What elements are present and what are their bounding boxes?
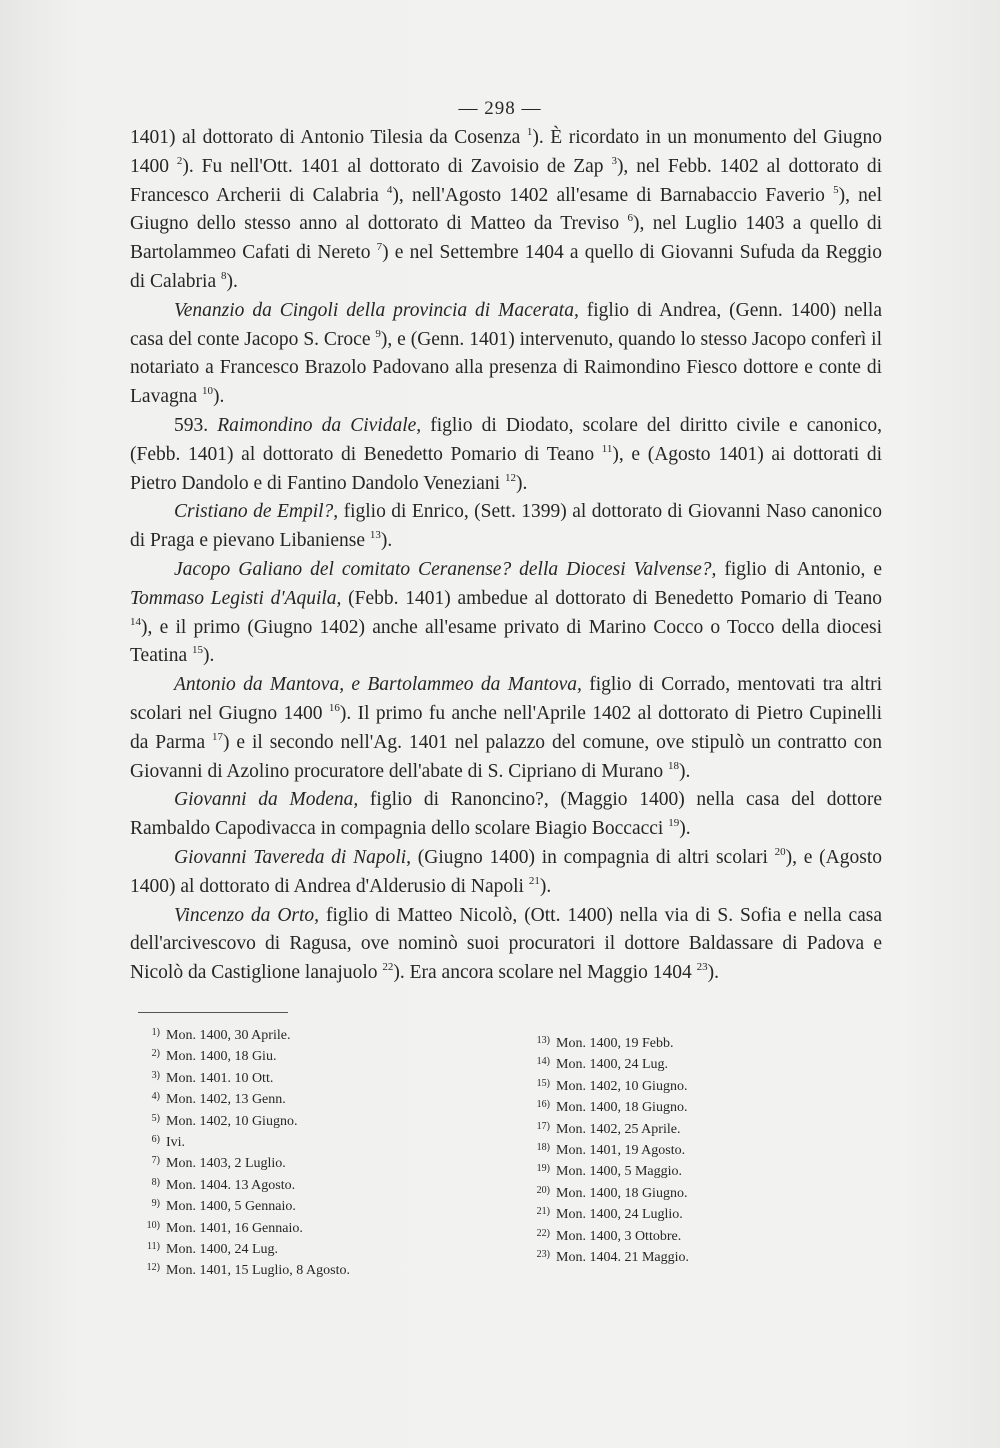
text-run: ). xyxy=(226,270,238,292)
footnote-number: 7) xyxy=(151,1155,160,1167)
paragraph xyxy=(130,844,882,902)
footnote xyxy=(138,1088,458,1109)
footnote-number: 1) xyxy=(151,1027,160,1038)
footnote-ref: 10 xyxy=(202,385,214,398)
footnote-ref: 6 xyxy=(627,212,634,225)
footnote-ref: 23 xyxy=(696,961,708,974)
text-run: ). xyxy=(380,530,393,552)
text-run: ). xyxy=(679,760,691,782)
paragraph xyxy=(130,124,882,297)
text-run: 1401) al dottorato di Antonio Tilesia da Cosenza xyxy=(130,127,527,148)
footnote-number: 11) xyxy=(147,1241,160,1253)
italic-name: Giovanni Tavereda di Napoli, xyxy=(174,846,412,868)
text-run: ). xyxy=(202,645,215,667)
footnote-text: Mon. 1402, 13 Genn. xyxy=(166,1092,286,1108)
footnote-number: 4) xyxy=(151,1091,160,1103)
text-run: ) e il secondo nell'Ag. 1401 nel palazzo del comune, ove stipulò un contratto con Giovanni di Azolino procuratore dell'abate di S. Cipriano di Murano xyxy=(130,731,882,782)
text-run: ). xyxy=(539,875,552,897)
text-run: 593. xyxy=(174,414,218,436)
text-run: figlio di Andrea, (Genn. 1400) nella casa del conte Jacopo S. Croce xyxy=(130,299,882,350)
text-run: figlio di Enrico, (Sett. 1399) al dottorato di Giovanni Naso canonico di Praga e pievano Libaniense xyxy=(130,501,883,552)
text-run: figlio di Antonio, e xyxy=(716,558,882,580)
footnote-text: Mon. 1400, 18 Giugno. xyxy=(556,1185,688,1201)
footnote-number: 22) xyxy=(536,1227,550,1239)
footnote xyxy=(528,1096,848,1117)
text-run: ). Il primo fu anche nell'Aprile 1402 al dottorato di Pietro Cupinelli da Parma xyxy=(130,702,882,753)
footnote-text: Mon. 1401, 15 Luglio, 8 Agosto. xyxy=(166,1263,350,1279)
footnote xyxy=(528,1032,848,1053)
footnote-text: Mon. 1402, 25 Aprile. xyxy=(556,1121,681,1137)
footnote-number: 10) xyxy=(146,1219,160,1231)
paragraph xyxy=(130,786,882,844)
footnote-number: 8) xyxy=(151,1176,160,1188)
footnote-number: 19) xyxy=(536,1163,550,1175)
footnote xyxy=(138,1045,458,1066)
text-run: ), e (Genn. 1401) intervenuto, quando lo stesso Jacopo conferì il notariato a Francesco Brazolo Padovano alla presenza di Raimondino Fiesco dottore e conte di Lavagna xyxy=(130,328,882,408)
footnote-text: Mon. 1400, 24 Lug. xyxy=(166,1242,278,1258)
page-number: — 298 — xyxy=(458,98,542,119)
italic-name: Cristiano de Empil?, xyxy=(174,501,339,523)
text-run: ), nell'Agosto 1402 all'esame di Barnabaccio Faverio xyxy=(392,184,834,206)
text-run: ). xyxy=(679,818,691,840)
footnote xyxy=(528,1182,848,1203)
footnote-number: 17) xyxy=(536,1120,550,1132)
text-run: ). Era ancora scolare nel Maggio 1404 xyxy=(393,962,697,984)
footnote-ref: 7 xyxy=(376,241,383,254)
footnote-ref: 20 xyxy=(774,845,786,858)
footnote xyxy=(528,1225,848,1246)
footnote-divider xyxy=(138,1012,288,1013)
footnote-ref: 17 xyxy=(212,730,224,743)
footnote-text: Mon. 1401, 19 Agosto. xyxy=(556,1143,686,1159)
footnote-number: 16) xyxy=(536,1099,550,1111)
footnote-text: Mon. 1400, 19 Febb. xyxy=(556,1036,674,1051)
footnote-text: Mon. 1404. 21 Maggio. xyxy=(556,1250,689,1266)
footnote-ref: 9 xyxy=(375,327,381,340)
footnote xyxy=(138,1217,458,1238)
footnote-number: 15) xyxy=(536,1077,550,1089)
footnote-number: 2) xyxy=(151,1048,160,1060)
footnote xyxy=(138,1152,458,1173)
footnote-ref: 3 xyxy=(611,154,617,167)
paragraph xyxy=(130,498,882,556)
text-run: figlio di Matteo Nicolò, (Ott. 1400) nella via di S. Sofia e nella casa dell'arcivescovo di Ragusa, ove nominò suoi procuratori il dottore Baldassare di Padova e Nicolò da Castiglione lanajuolo xyxy=(130,904,882,984)
footnote xyxy=(528,1139,848,1160)
footnote-text: Mon. 1400, 24 Luglio. xyxy=(556,1207,683,1223)
text-run: ). È ricordato in un monumento del Giugno 1400 xyxy=(130,127,883,177)
paragraph xyxy=(130,297,882,412)
footnote xyxy=(138,1195,458,1216)
footnote-text: Mon. 1402, 10 Giugno. xyxy=(166,1113,298,1129)
footnote-number: 3) xyxy=(151,1069,160,1081)
footnote-ref: 14 xyxy=(130,615,141,628)
footnote-ref: 19 xyxy=(668,817,680,830)
footnote xyxy=(138,1024,458,1045)
footnote-text: Mon. 1400, 18 Giu. xyxy=(166,1049,277,1065)
footnote-text: Mon. 1401, 16 Gennaio. xyxy=(166,1220,303,1236)
footnote-ref: 12 xyxy=(504,471,516,484)
body-text xyxy=(130,124,882,988)
footnote-ref: 13 xyxy=(369,529,381,542)
footnote-text: Mon. 1400, 5 Maggio. xyxy=(556,1164,682,1180)
footnote xyxy=(528,1053,848,1074)
italic-name: Raimondino da Cividale, xyxy=(217,414,422,436)
italic-name: Jacopo Galiano del comitato Ceranense? della Diocesi Valvense?, xyxy=(174,558,717,580)
footnote-number: 12) xyxy=(146,1262,160,1274)
footnote-number: 13) xyxy=(536,1035,550,1046)
paragraph xyxy=(130,556,882,671)
footnote-text: Mon. 1400, 3 Ottobre. xyxy=(556,1228,682,1244)
footnote-number: 20) xyxy=(536,1184,550,1196)
footnote-number: 5) xyxy=(151,1112,160,1124)
footnote-number: 14) xyxy=(536,1056,550,1068)
footnote-text: Mon. 1400, 18 Giugno. xyxy=(556,1100,688,1116)
text-run: figlio di Diodato, scolare del diritto civile e canonico, (Febb. 1401) al dottorato di Benedetto Pomario di Teano xyxy=(130,414,882,465)
footnote-ref: 21 xyxy=(528,874,540,887)
footnote-text: Mon. 1404. 13 Agosto. xyxy=(166,1177,296,1193)
paragraph xyxy=(130,902,882,988)
text-run: ), nel Giugno dello stesso anno al dottorato di Matteo da Treviso xyxy=(130,184,882,235)
footnote xyxy=(138,1067,458,1088)
footnote xyxy=(528,1160,848,1181)
text-run: ), e il primo (Giugno 1402) anche all'esame privato di Marino Cocco o Tocco della diocesi Teatina xyxy=(130,616,882,667)
footnote-ref: 2 xyxy=(176,154,183,167)
footnote-text: Mon. 1400, 24 Lug. xyxy=(556,1057,668,1073)
text-run: ), e (Agosto 1400) al dottorato di Andrea d'Alderusio di Napoli xyxy=(130,846,882,897)
text-run: ). xyxy=(515,472,528,494)
text-run: (Giugno 1400) in compagnia di altri scolari xyxy=(411,846,775,868)
footnote xyxy=(138,1174,458,1195)
footnote-ref: 15 xyxy=(191,644,203,657)
footnote-number: 9) xyxy=(151,1198,160,1210)
footnote-text: Mon. 1401. 10 Ott. xyxy=(166,1070,274,1086)
footnote-ref: 11 xyxy=(601,442,613,455)
footnote-number: 18) xyxy=(536,1142,550,1154)
footnote xyxy=(138,1110,458,1131)
footnote-number: 23) xyxy=(536,1249,550,1261)
footnote-ref: 16 xyxy=(328,701,340,714)
text-run: figlio di Ranoncino?, (Maggio 1400) nella casa del dottore Rambaldo Capodivacca in compagnia dello scolare Biagio Boccacci xyxy=(130,789,882,840)
text-run: ), nel Luglio 1403 a quello di Bartolammeo Cafati di Nereto xyxy=(130,213,882,264)
footnote-ref: 4 xyxy=(386,183,393,196)
text-run: ). Fu nell'Ott. 1401 al dottorato di Zavoisio de Zap xyxy=(182,155,612,177)
italic-name: Venanzio da Cingoli della provincia di Macerata, xyxy=(174,299,579,321)
italic-name: Vincenzo da Orto, xyxy=(174,904,320,926)
footnote-ref: 1 xyxy=(526,126,533,138)
footnote xyxy=(138,1131,458,1152)
italic-name: Tommaso Legisti d'Aquila, xyxy=(130,587,342,609)
text-run: ). xyxy=(707,962,719,984)
footnote-ref: 5 xyxy=(833,183,839,196)
text-run: ), e (Agosto 1401) ai dottorati di Pietro Dandolo e di Fantino Dandolo Veneziani xyxy=(130,443,882,494)
text-run: ). xyxy=(213,386,225,408)
footnote-text: Mon. 1402, 10 Giugno. xyxy=(556,1078,688,1094)
paragraph xyxy=(130,412,882,498)
footnote xyxy=(528,1075,848,1096)
footnote-text: Mon. 1400, 5 Gennaio. xyxy=(166,1199,296,1215)
footnotes-right-column xyxy=(528,1032,848,1267)
footnote xyxy=(528,1246,848,1267)
footnote-number: 21) xyxy=(536,1206,550,1218)
footnote xyxy=(138,1259,458,1280)
footnote-text: Mon. 1400, 30 Aprile. xyxy=(166,1028,291,1043)
footnote xyxy=(138,1238,458,1259)
footnote xyxy=(528,1203,848,1224)
footnote-ref: 22 xyxy=(382,961,394,974)
footnote-number: 6) xyxy=(151,1134,160,1146)
footnote-ref: 8 xyxy=(220,269,227,282)
footnotes-left-column xyxy=(138,1024,458,1281)
footnote-text: Mon. 1403, 2 Luglio. xyxy=(166,1156,286,1172)
footnote-text: Ivi. xyxy=(166,1135,186,1151)
italic-name: Antonio da Mantova, e Bartolammeo da Mantova, xyxy=(174,674,582,696)
text-run: (Febb. 1401) ambedue al dottorato di Benedetto Pomario di Teano xyxy=(341,587,882,609)
text-run: ) e nel Settembre 1404 a quello di Giovanni Sufuda da Reggio di Calabria xyxy=(130,242,882,292)
text-run: figlio di Corrado, mentovati tra altri scolari nel Giugno 1400 xyxy=(130,674,882,724)
italic-name: Giovanni da Modena, xyxy=(174,789,359,811)
footnote xyxy=(528,1118,848,1139)
footnote-ref: 18 xyxy=(668,759,680,772)
paragraph xyxy=(130,671,882,786)
text-run: ), nel Febb. 1402 al dottorato di Francesco Archerii di Calabria xyxy=(130,155,882,206)
